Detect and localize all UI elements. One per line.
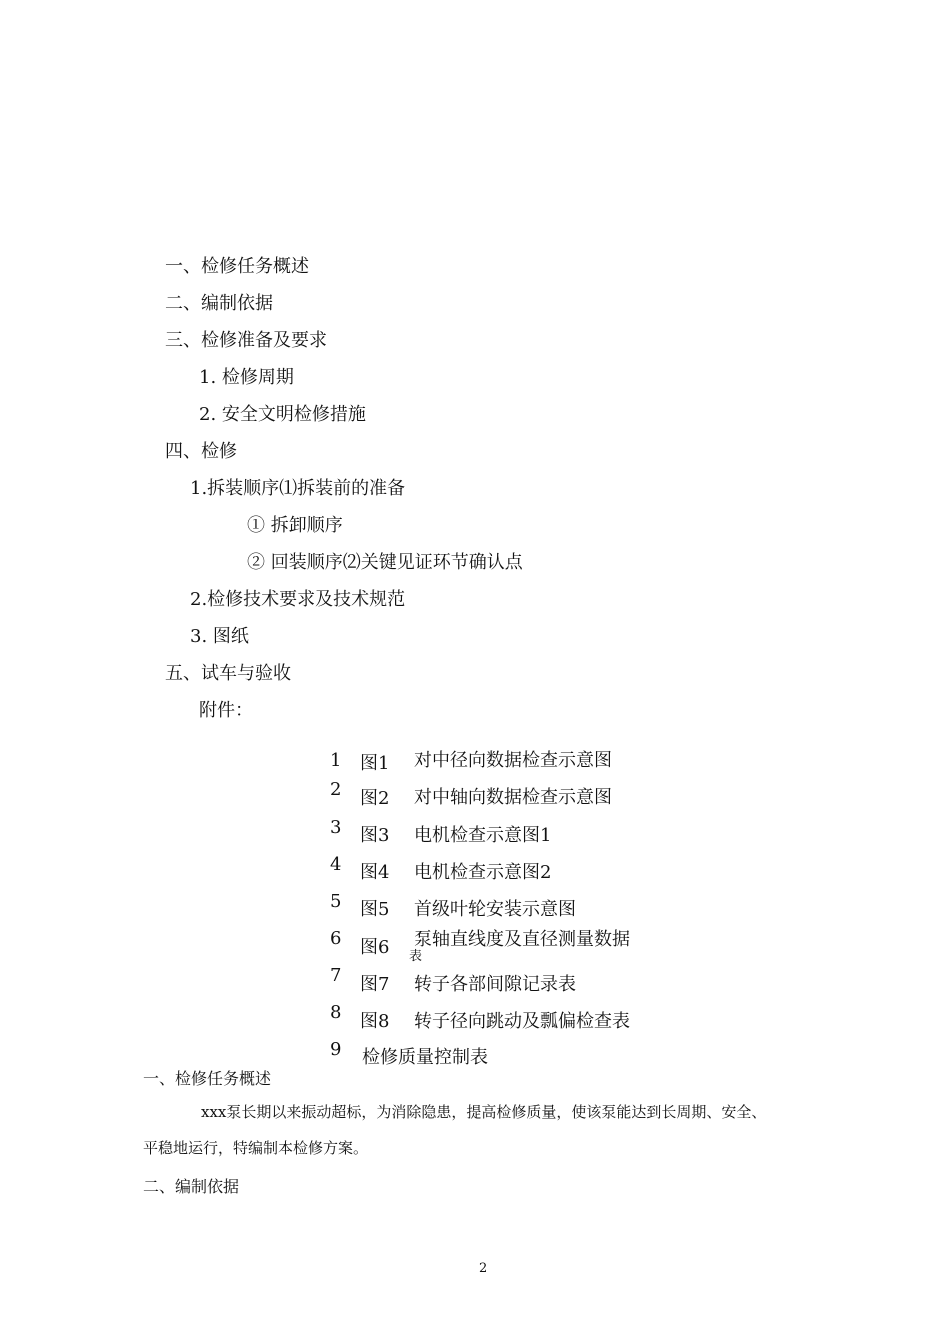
toc-item-4-3: 3. 图纸 (190, 626, 249, 647)
toc-item-3-1: 1. 检修周期 (199, 367, 294, 388)
attachment-figure-label: 图7 (360, 974, 390, 995)
attachment-figure-label: 图4 (360, 862, 390, 883)
attachment-title: 转子各部间隙记录表 (414, 974, 576, 995)
attachment-title: 对中轴向数据检查示意图 (414, 787, 612, 808)
attachment-number: 1 (330, 750, 342, 771)
attachment-number: 5 (330, 891, 342, 912)
toc-item-4: 四、检修 (165, 441, 237, 462)
toc-item-4-1-b: ② 回装顺序⑵关键见证环节确认点 (247, 552, 523, 573)
attachment-figure-label: 图8 (360, 1011, 390, 1032)
toc-item-3: 三、检修准备及要求 (165, 330, 327, 351)
attachment-number: 4 (330, 854, 342, 875)
toc-item-2: 二、编制依据 (165, 293, 273, 314)
attachment-title-wrap: 表 (409, 949, 423, 964)
attachment-figure-label: 图1 (360, 753, 390, 774)
section-heading: 一、检修任务概述 (143, 1069, 272, 1088)
toc-item-3-2: 2. 安全文明检修措施 (199, 404, 366, 425)
attachment-title: 对中径向数据检查示意图 (414, 750, 612, 771)
attachment-title: 转子径向跳动及瓢偏检查表 (414, 1011, 630, 1032)
toc-item-1: 一、检修任务概述 (165, 256, 309, 277)
section-heading: 二、编制依据 (143, 1177, 240, 1196)
attachment-title: 泵轴直线度及直径测量数据 (414, 929, 630, 950)
attachment-title: 首级叶轮安装示意图 (414, 899, 576, 920)
toc-item-4-1-a: ① 拆卸顺序 (247, 515, 343, 536)
attachment-number: 6 (330, 928, 342, 949)
attachment-title: 电机检查示意图2 (414, 862, 552, 883)
paragraph-line: 平稳地运行，特编制本检修方案。 (143, 1139, 369, 1157)
toc-item-5: 五、试车与验收 (165, 663, 291, 684)
paragraph-line: xxx泵长期以来振动超标，为消除隐患，提高检修质量，使该泵能达到长周期、安全、 (201, 1103, 767, 1121)
attachment-number: 3 (330, 817, 342, 838)
attachment-figure-label: 图5 (360, 899, 390, 920)
attachment-number: 9 (330, 1039, 342, 1060)
attachment-title: 检修质量控制表 (362, 1047, 488, 1068)
attachment-figure-label: 图2 (360, 788, 390, 809)
attachment-number: 2 (330, 779, 342, 800)
toc-item-4-1: 1.拆装顺序⑴拆装前的准备 (190, 478, 406, 499)
attachment-figure-label: 图3 (360, 825, 390, 846)
attachment-number: 7 (330, 965, 342, 986)
attachment-number: 8 (330, 1002, 342, 1023)
toc-item-attachments: 附件： (199, 700, 253, 721)
attachment-title: 电机检查示意图1 (414, 825, 552, 846)
page-number: 2 (479, 1261, 488, 1276)
attachment-figure-label: 图6 (360, 937, 390, 958)
toc-item-4-2: 2.检修技术要求及技术规范 (190, 589, 406, 610)
